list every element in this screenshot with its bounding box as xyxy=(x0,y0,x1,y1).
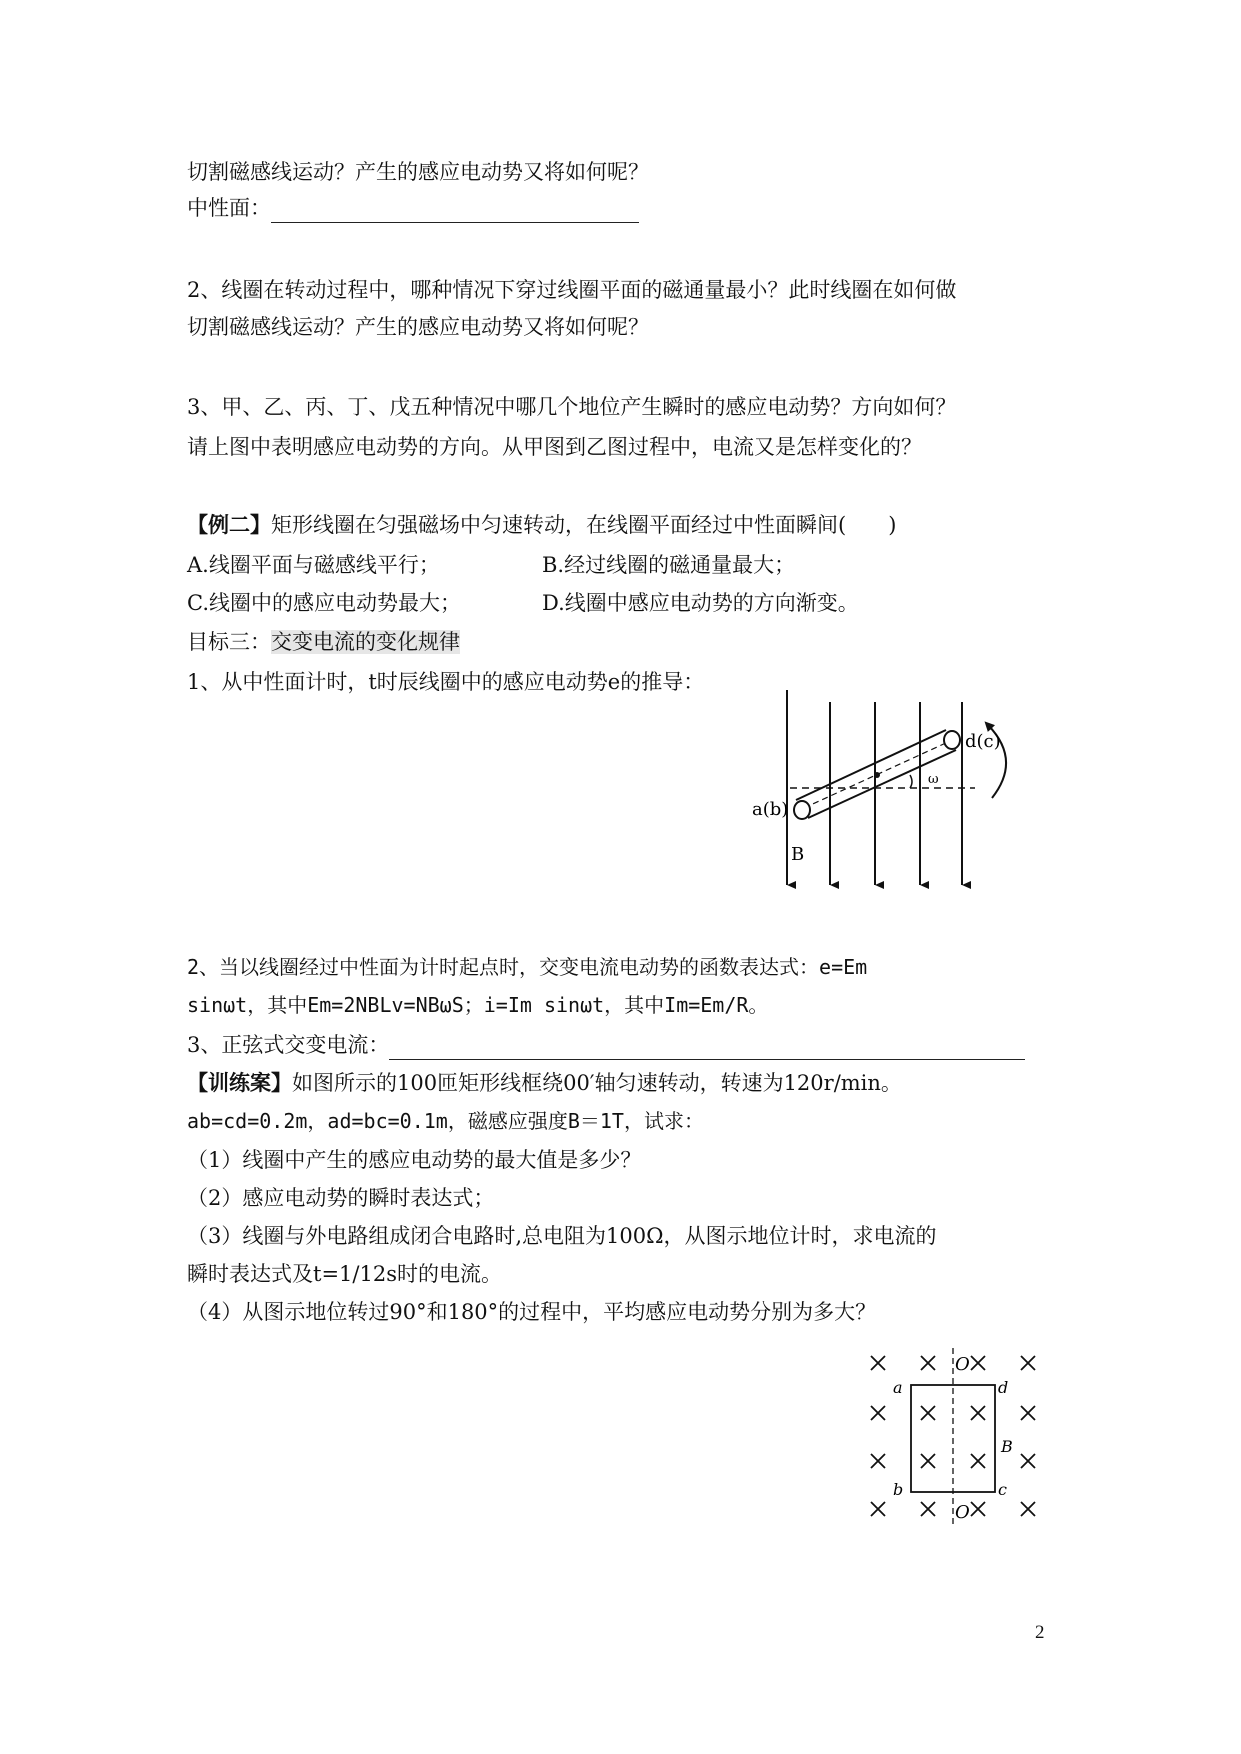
item3-blank xyxy=(389,1037,1025,1060)
example2-options-row1 xyxy=(187,550,795,580)
training-line1 xyxy=(187,1068,902,1098)
training-q2: （2）感应电动势的瞬时表达式； xyxy=(187,1186,495,1210)
coil-rotation-figure xyxy=(752,690,1060,900)
training-q3-line1: （3）线圈与外电路组成闭合电路时,总电阻为100Ω，从图示地位计时，求电流的 xyxy=(187,1224,937,1248)
neutral-plane-blank xyxy=(271,200,639,223)
option-a: A.线圈平面与磁感线平行； xyxy=(187,553,440,577)
page-number: 2 xyxy=(1035,1622,1045,1643)
coil-end-ab xyxy=(794,801,810,819)
example2-question: 矩形线圈在匀强磁场中匀速转动，在线圈平面经过中性面瞬间( ) xyxy=(271,513,897,537)
q3-line2: 请上图中表明感应电动势的方向。从甲图到乙图过程中，电流又是怎样变化的？ xyxy=(187,435,922,459)
option-b: B.经过线圈的磁通量最大； xyxy=(542,553,796,577)
field-label-b: B xyxy=(1001,1437,1013,1456)
item2-line1: 2、当以线圈经过中性面为计时起点时，交变电流电动势的函数表达式：e=Em xyxy=(187,955,868,979)
q2-line2: 切割磁感线运动？产生的感应电动势又将如何呢？ xyxy=(187,315,649,339)
training-line2: ab=cd=0.2m，ad=bc=0.1m，磁感应强度B＝1T，试求： xyxy=(187,1109,704,1133)
training-intro: 如图所示的100匝矩形线框绕00′轴匀速转动，转速为120r/min。 xyxy=(292,1071,902,1095)
coil-end-dc xyxy=(944,731,960,749)
training-q4: （4）从图示地位转过90°和180°的过程中，平均感应电动势分别为多大？ xyxy=(187,1300,877,1324)
training-q1: （1）线圈中产生的感应电动势的最大值是多少？ xyxy=(187,1148,642,1172)
example2-tag: 【例二】 xyxy=(187,512,271,537)
q1-continuation: 切割磁感线运动？产生的感应电动势又将如何呢？ xyxy=(187,160,649,184)
q2-line1: 2、线圈在转动过程中，哪种情况下穿过线圈平面的磁通量最小？此时线圈在如何做 xyxy=(187,278,957,302)
corner-label-a: a xyxy=(893,1378,903,1397)
label-dc: d(c) xyxy=(965,731,1001,752)
example2-stem xyxy=(187,510,896,540)
neutral-plane-line xyxy=(187,193,639,223)
goal3-item1: 1、从中性面计时，t时辰线圈中的感应电动势e的推导： xyxy=(187,670,705,694)
axis-label-bottom: O xyxy=(955,1502,970,1523)
corner-label-c: c xyxy=(998,1480,1007,1499)
neutral-plane-label: 中性面： xyxy=(187,196,271,220)
axis-point xyxy=(874,772,880,778)
label-b-field: B xyxy=(791,844,805,865)
training-tag: 【训练案】 xyxy=(187,1070,292,1095)
training-q3-line2: 瞬时表达式及t=1/12s时的电流。 xyxy=(187,1262,502,1286)
angle-arc xyxy=(910,775,912,788)
item3-label: 3、正弦式交变电流： xyxy=(187,1033,390,1057)
label-ab: a(b) xyxy=(752,799,789,820)
q3-line1: 3、甲、乙、丙、丁、戊五种情况中哪几个地位产生瞬时的感应电动势？方向如何？ xyxy=(187,395,957,419)
coil-field-figure xyxy=(855,1348,1055,1528)
option-c: C.线圈中的感应电动势最大； xyxy=(187,591,461,615)
goal3-title: 交变电流的变化规律 xyxy=(271,630,460,654)
goal3-heading xyxy=(187,627,460,657)
angle-omega-label: ω xyxy=(928,772,939,787)
item3-line xyxy=(187,1030,1025,1060)
example2-options-row2 xyxy=(187,588,859,618)
corner-label-d: d xyxy=(998,1378,1009,1397)
corner-label-b: b xyxy=(893,1480,904,1499)
goal3-prefix: 目标三： xyxy=(187,630,271,654)
axis-label-top: O xyxy=(955,1354,970,1375)
option-d: D.线圈中感应电动势的方向渐变。 xyxy=(542,591,859,615)
item2-line2: sinωt，其中Em=2NBLv=NBωS；i=Im sinωt，其中Im=Em/R。 xyxy=(187,993,769,1017)
